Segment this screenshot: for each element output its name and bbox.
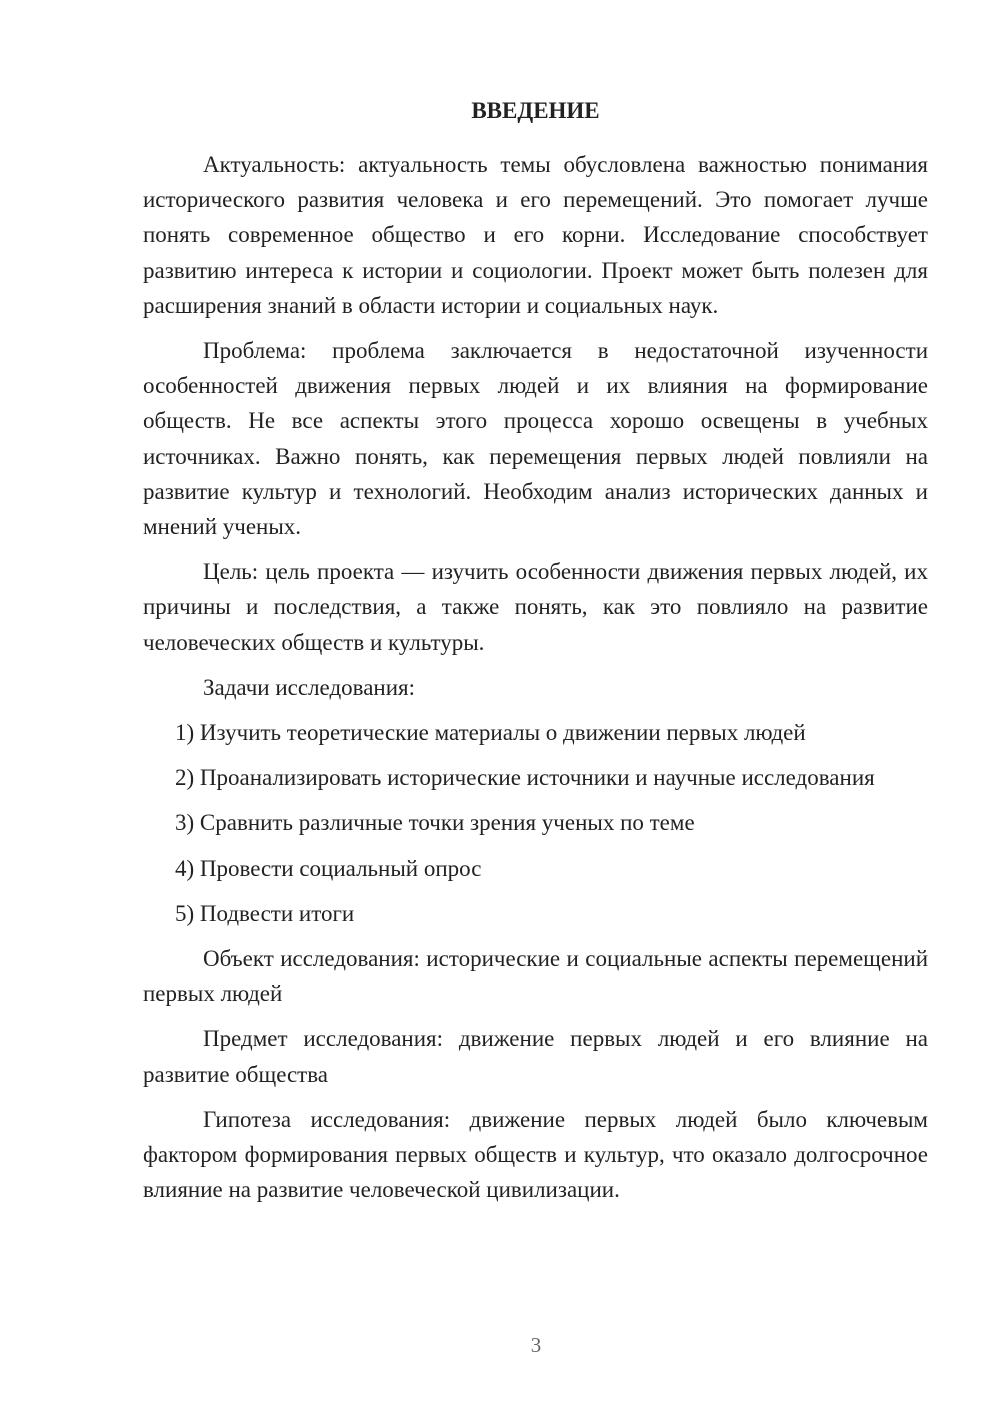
list-item: 3) Сравнить различные точки зрения ученых по теме: [175, 810, 695, 836]
paragraph-object: Объект исследования: исторические и социальные аспекты перемещений первых людей: [143, 946, 928, 1007]
paragraph-problem: Проблема: проблема заключается в недостаточной изученности особенностей движения первых людей и их влияния на формирование обществ. Не все аспекты этого процесса хорошо освещены в учебных источниках. Важно понять, как перемещения первых людей повлияли на развитие культур и технологий. Необходим анализ исторических данных и мнений ученых.: [143, 338, 928, 540]
paragraph-goal: Цель: цель проекта — изучить особенности движения первых людей, их причины и последствия, а также понять, как это повлияло на развитие человеческих обществ и культуры.: [143, 559, 928, 655]
paragraph-subject: Предмет исследования: движение первых людей и его влияние на развитие общества: [143, 1026, 928, 1087]
tasks-list: [143, 715, 928, 931]
paragraph-hypothesis: Гипотеза исследования: движение первых людей было ключевым фактором формирования первых обществ и культур, что оказало долгосрочное влияние на развитие человеческой цивилизации.: [143, 1106, 928, 1203]
list-item: 2) Проанализировать исторические источники и научные исследования: [175, 765, 875, 791]
page-content: [143, 97, 928, 1207]
tasks-heading: Задачи исследования:: [203, 674, 416, 700]
paragraph-relevance: Актуальность: актуальность темы обусловлена важностью понимания исторического развития человека и его перемещений. Это помогает лучше понять современное общество и его корни. Исследование способствует развитию интереса к истории и социологии. Проект может быть полезен для расширения знаний в области истории и социальных наук.: [143, 152, 928, 318]
list-item: 5) Подвести итоги: [175, 900, 355, 926]
list-item: 4) Провести социальный опрос: [175, 855, 482, 881]
section-title: ВВЕДЕНИЕ: [471, 98, 600, 123]
page-number: 3: [530, 1333, 542, 1357]
list-item: 1) Изучить теоретические материалы о движении первых людей: [175, 720, 806, 746]
